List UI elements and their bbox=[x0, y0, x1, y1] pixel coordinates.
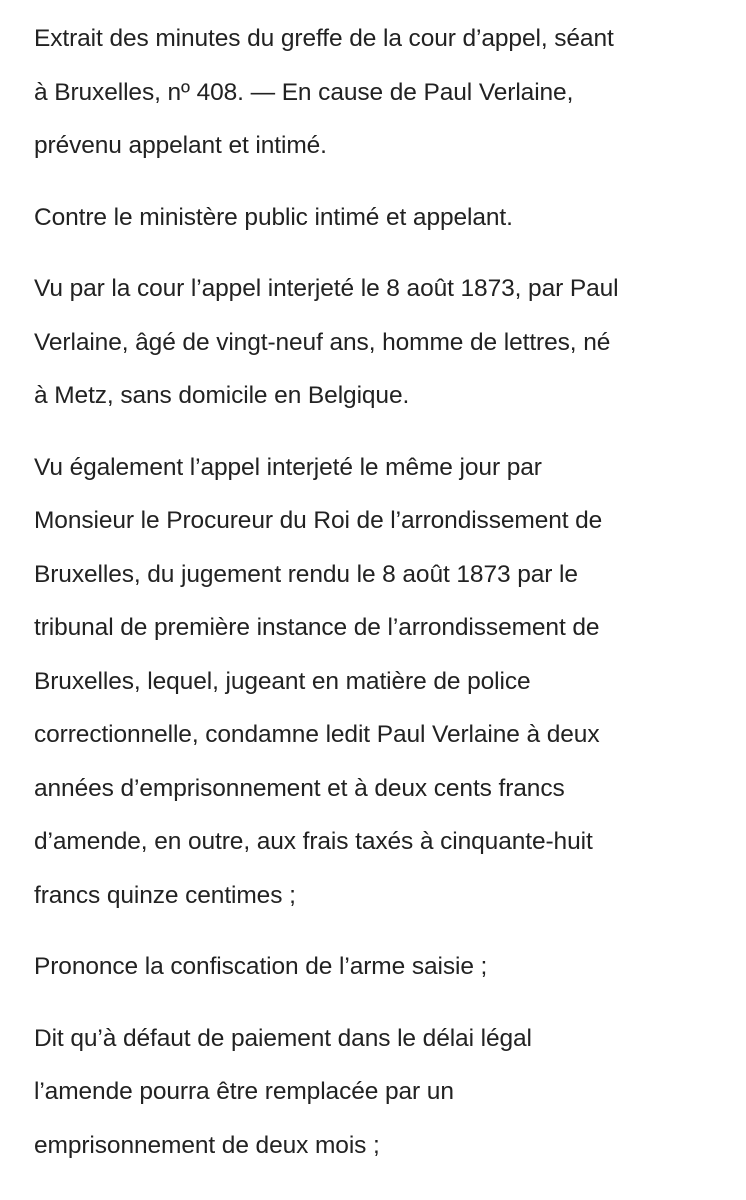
text-line: à Bruxelles, nº 408. — En cause de Paul Verlaine, bbox=[34, 78, 574, 106]
paragraph-against bbox=[34, 191, 726, 245]
text-line: Extrait des minutes du greffe de la cour d’appel, séant bbox=[34, 25, 614, 52]
text-line: Monsieur le Procureur du Roi de l’arrondissement de bbox=[34, 507, 603, 534]
paragraph-confiscation bbox=[34, 940, 726, 994]
text-line: tribunal de première instance de l’arrondissement de bbox=[34, 614, 600, 641]
text-line: Verlaine, âgé de vingt-neuf ans, homme de lettres, né bbox=[34, 328, 611, 356]
text-line: Vu par la cour l’appel interjeté le 8 août 1873, par Paul bbox=[34, 275, 619, 302]
paragraph-gap bbox=[34, 922, 726, 940]
text-line: l’amende pourra être remplacée par un bbox=[34, 1078, 454, 1105]
text-line: emprisonnement de deux mois ; bbox=[34, 1131, 380, 1159]
text-line: Bruxelles, lequel, jugeant en matière de police bbox=[34, 667, 531, 695]
paragraph-gap bbox=[34, 994, 726, 1012]
text-line: Dit qu’à défaut de paiement dans le délai légal bbox=[34, 1024, 532, 1052]
paragraph-gap bbox=[34, 423, 726, 441]
text-line: Prononce la confiscation de l’arme saisie ; bbox=[34, 953, 488, 980]
text-line: correctionnelle, condamne ledit Paul Verlaine à deux bbox=[34, 721, 600, 748]
text-line: francs quinze centimes ; bbox=[34, 881, 296, 909]
paragraph-gap bbox=[34, 244, 726, 262]
text-line: d’amende, en outre, aux frais taxés à cinquante-huit bbox=[34, 828, 593, 855]
text-line: prévenu appelant et intimé. bbox=[34, 132, 327, 159]
paragraph-appeal-verlaine bbox=[34, 262, 726, 423]
paragraph-appeal-procureur bbox=[34, 441, 726, 923]
text-line: à Metz, sans domicile en Belgique. bbox=[34, 382, 410, 409]
text-line: Contre le ministère public intimé et appelant. bbox=[34, 203, 513, 231]
paragraph-extract-header bbox=[34, 12, 726, 173]
paragraph-gap bbox=[34, 173, 726, 191]
text-line: années d’emprisonnement et à deux cents francs bbox=[34, 774, 565, 802]
text-line: Bruxelles, du jugement rendu le 8 août 1873 par le bbox=[34, 560, 578, 588]
text-line: Vu également l’appel interjeté le même jour par bbox=[34, 453, 542, 481]
paragraph-default-payment bbox=[34, 1012, 726, 1173]
